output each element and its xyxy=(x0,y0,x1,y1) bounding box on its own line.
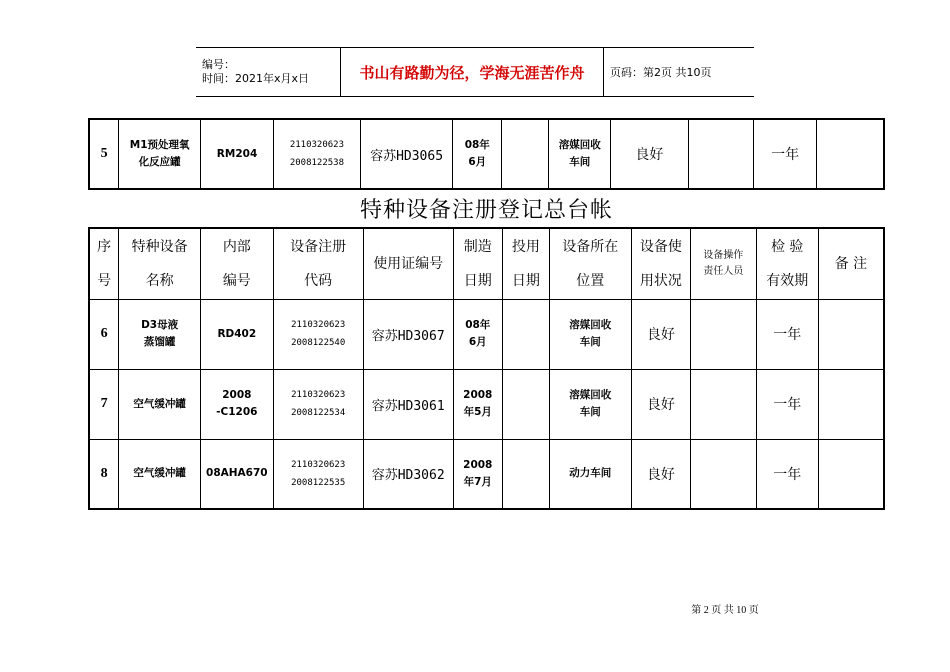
certificate-number xyxy=(363,369,453,439)
manufacture-date xyxy=(453,299,502,369)
doc-date: 时间：2021年x月x日 xyxy=(202,72,310,85)
certificate-number xyxy=(360,119,452,189)
col-seq-header-line: 序 xyxy=(97,238,112,255)
manufacture-date xyxy=(453,119,502,189)
registration-code-line: 2008122538 xyxy=(289,158,345,168)
inspection-validity xyxy=(754,119,816,189)
inspection-validity-line: 一年 xyxy=(773,466,802,483)
inspection-validity-line: 一年 xyxy=(773,327,802,343)
row-number xyxy=(89,299,119,369)
table-row xyxy=(89,299,884,369)
usage-status xyxy=(631,369,690,439)
certificate-number xyxy=(363,299,453,369)
col-code-header-line: 代码 xyxy=(304,272,333,289)
registration-code-line: 2110320623 xyxy=(291,459,346,470)
inspection-validity-line: 一年 xyxy=(771,147,800,163)
col-cert-header-line: 使用证编号 xyxy=(373,255,444,272)
responsible-person xyxy=(691,439,756,509)
manufacture-date-line: 6月 xyxy=(468,156,487,168)
internal-number-line: 2008 xyxy=(222,389,252,401)
table-row xyxy=(89,439,884,509)
equipment-name-line: 蒸馏罐 xyxy=(143,336,176,348)
header-left xyxy=(196,48,341,97)
col-validity-header xyxy=(756,228,818,299)
col-status-header xyxy=(631,228,690,299)
remarks xyxy=(818,439,884,509)
usage-status-line: 良好 xyxy=(646,397,675,413)
remarks xyxy=(816,119,884,189)
row-number-line: 5 xyxy=(100,146,108,161)
internal-number xyxy=(201,439,274,509)
col-internal-header-line: 编号 xyxy=(222,272,251,289)
header-motto: 书山有路勤为径，学海无涯苦作舟 xyxy=(341,48,604,97)
certificate-number-line: 容苏HD3061 xyxy=(371,398,445,414)
col-internal-header-line: 内部 xyxy=(222,238,251,255)
certificate-number-line: 容苏HD3067 xyxy=(371,328,445,344)
col-seq-header xyxy=(89,228,119,299)
equipment-location-line: 动力车间 xyxy=(569,467,612,480)
col-seq-header-line: 号 xyxy=(97,272,112,289)
ledger-table xyxy=(88,227,885,510)
inspection-validity xyxy=(756,299,818,369)
remarks xyxy=(818,369,884,439)
ledger-title: 特种设备注册登记总台帐 xyxy=(359,198,613,223)
col-validity-header-line: 有效期 xyxy=(766,272,809,289)
col-status-header-line: 用状况 xyxy=(639,272,682,289)
usage-status xyxy=(631,439,690,509)
table-row xyxy=(89,119,884,189)
manufacture-date-line: 年5月 xyxy=(463,406,492,418)
manufacture-date-line: 2008 xyxy=(463,389,493,401)
equipment-name-line: D3母液 xyxy=(141,319,179,331)
equipment-location-line: 车间 xyxy=(579,336,601,348)
internal-number-line: 08AHA670 xyxy=(206,467,268,480)
equipment-name xyxy=(119,299,201,369)
col-mfg-header-line: 日期 xyxy=(463,272,492,289)
row-number-line: 8 xyxy=(100,465,108,481)
commission-date xyxy=(502,299,549,369)
row-number xyxy=(89,119,119,189)
registration-code xyxy=(273,299,363,369)
col-person-header-line: 设备操作 xyxy=(703,249,744,261)
equipment-name xyxy=(119,439,201,509)
page-footer: 第 2 页 共 10 页 xyxy=(691,605,759,616)
equipment-location-line: 车间 xyxy=(579,406,601,418)
equipment-name-line: 空气缓冲罐 xyxy=(133,467,186,480)
col-name-header-line: 特种设备 xyxy=(131,238,188,255)
responsible-person xyxy=(691,299,756,369)
col-mfg-header xyxy=(453,228,502,299)
inspection-validity xyxy=(756,439,818,509)
registration-code xyxy=(273,369,363,439)
col-code-header-line: 设备注册 xyxy=(290,238,347,255)
equipment-location xyxy=(549,439,631,509)
col-cert-header xyxy=(363,228,453,299)
commission-date xyxy=(502,369,549,439)
equipment-location-line: 溶媒回收 xyxy=(558,139,601,151)
internal-number xyxy=(201,369,274,439)
col-internal-header xyxy=(201,228,274,299)
continuation-table xyxy=(88,118,885,190)
responsible-person xyxy=(688,119,754,189)
registration-code xyxy=(273,439,363,509)
commission-date xyxy=(502,439,549,509)
col-name-header-line: 名称 xyxy=(145,272,174,289)
equipment-name-line: 化反应罐 xyxy=(138,156,181,168)
col-person-header xyxy=(691,228,756,299)
remarks xyxy=(818,299,884,369)
manufacture-date xyxy=(453,439,502,509)
usage-status xyxy=(631,299,690,369)
manufacture-date xyxy=(453,369,502,439)
inspection-validity-line: 一年 xyxy=(773,397,802,413)
equipment-name-line: M1预处理氧 xyxy=(129,139,190,151)
equipment-name xyxy=(119,369,201,439)
equipment-location xyxy=(549,299,631,369)
equipment-location-line: 溶媒回收 xyxy=(569,389,612,401)
equipment-name-line: 空气缓冲罐 xyxy=(133,397,186,410)
internal-number-line: RM204 xyxy=(216,147,258,160)
registration-code-line: 2110320623 xyxy=(291,320,346,330)
row-number xyxy=(89,439,119,509)
col-status-header-line: 设备使 xyxy=(639,238,682,255)
registration-code-line: 2008122534 xyxy=(291,408,346,418)
responsible-person xyxy=(691,369,756,439)
table-row xyxy=(89,369,884,439)
equipment-name xyxy=(119,119,201,189)
col-use-header-line: 投用 xyxy=(511,238,540,255)
certificate-number-line: 容苏HD3065 xyxy=(370,148,444,164)
col-mfg-header-line: 制造 xyxy=(463,238,492,255)
manufacture-date-line: 08年 xyxy=(465,319,491,331)
inspection-validity xyxy=(756,369,818,439)
certificate-number xyxy=(363,439,453,509)
manufacture-date-line: 年7月 xyxy=(463,475,492,488)
col-location-header-line: 设备所在 xyxy=(562,238,619,255)
manufacture-date-line: 08年 xyxy=(464,139,490,151)
col-use-header-line: 日期 xyxy=(511,272,540,289)
header-page-info: 页码：第2页 共10页 xyxy=(604,48,755,97)
registration-code-line: 2008122535 xyxy=(291,477,346,488)
col-location-header xyxy=(549,228,631,299)
manufacture-date-line: 2008 xyxy=(463,458,493,471)
col-name-header xyxy=(119,228,201,299)
page-header xyxy=(196,47,754,97)
col-location-header-line: 位置 xyxy=(576,272,605,289)
internal-number xyxy=(201,299,274,369)
usage-status-line: 良好 xyxy=(646,466,675,483)
usage-status-line: 良好 xyxy=(646,327,675,343)
row-number-line: 6 xyxy=(100,326,108,341)
row-number xyxy=(89,369,119,439)
row-number-line: 7 xyxy=(100,396,108,411)
equipment-location xyxy=(549,119,610,189)
col-notes-header xyxy=(818,228,884,299)
col-use-header xyxy=(502,228,549,299)
manufacture-date-line: 6月 xyxy=(468,336,487,348)
registration-code-line: 2110320623 xyxy=(291,390,346,400)
registration-code-line: 2110320623 xyxy=(289,140,345,150)
col-person-header-line: 责任人员 xyxy=(703,265,744,277)
col-code-header xyxy=(273,228,363,299)
registration-code xyxy=(273,119,360,189)
equipment-location-line: 溶媒回收 xyxy=(569,319,612,331)
certificate-number-line: 容苏HD3062 xyxy=(371,468,445,484)
internal-number-line: RD402 xyxy=(217,327,257,340)
doc-number-label: 编号： xyxy=(202,58,235,71)
header-row xyxy=(89,228,884,299)
registration-code-line: 2008122540 xyxy=(291,338,346,348)
internal-number xyxy=(201,119,274,189)
usage-status xyxy=(610,119,688,189)
col-notes-header-line: 备 注 xyxy=(834,255,868,272)
usage-status-line: 良好 xyxy=(635,147,664,163)
equipment-location-line: 车间 xyxy=(569,156,591,168)
equipment-location xyxy=(549,369,631,439)
col-validity-header-line: 检 验 xyxy=(770,238,804,255)
commission-date xyxy=(502,119,549,189)
internal-number-line: -C1206 xyxy=(216,406,258,418)
